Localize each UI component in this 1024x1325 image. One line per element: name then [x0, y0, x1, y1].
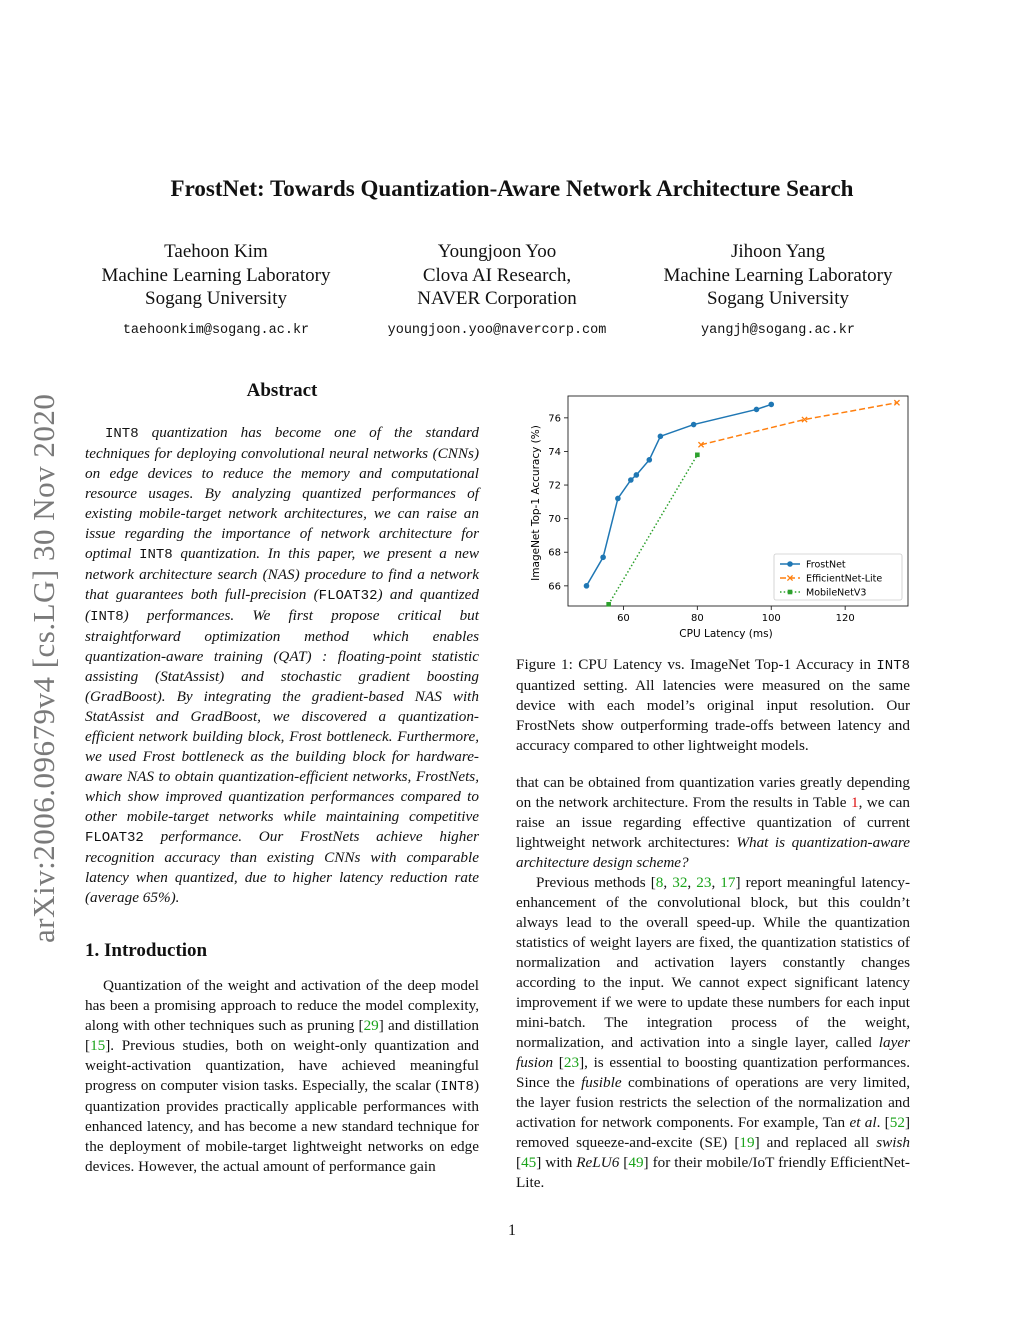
author-block-1	[66, 240, 366, 342]
paper-title: FrostNet: Towards Quantization-Aware Network Architecture Search	[170, 176, 854, 201]
body-text: combinations of operations are very limited, the layer fusion restricts the selection of the normalization and activation for network components. For example, Tan	[516, 1074, 910, 1131]
emphasized-term: swish	[876, 1134, 910, 1151]
author-name: Taehoon Kim	[164, 241, 268, 262]
author-affiliation: Clova AI Research,	[422, 264, 572, 286]
code-term: INT8	[440, 1079, 474, 1095]
arxiv-id-text: arXiv:2006.09679v4 [cs.LG] 30 Nov 2020	[26, 393, 61, 943]
right-column-body	[516, 773, 910, 1193]
author-affiliation: Machine Learning Laboratory	[101, 264, 331, 286]
body-text: ] and replaced all	[754, 1134, 877, 1151]
arxiv-identifier-stamp	[14, 345, 64, 945]
section-heading-introduction: 1. Introduction	[85, 940, 208, 961]
emphasized-question: What is quantization-aware architecture design scheme?	[516, 834, 910, 871]
series-efficientnet-lite	[698, 400, 899, 447]
plot-legend	[774, 554, 902, 600]
author-affiliation: Machine Learning Laboratory	[663, 264, 893, 286]
figure-1-caption	[516, 655, 910, 756]
series-line-mobilenetv3	[609, 455, 698, 605]
data-point-frostnet	[628, 477, 634, 483]
author-email[interactable]: youngjoon.yoo@navercorp.com	[387, 322, 607, 338]
citation-link[interactable]: 29	[363, 1017, 379, 1034]
data-point-frostnet	[584, 583, 590, 589]
emphasized-term: layer fusion	[516, 1034, 910, 1071]
author-affiliation: Sogang University	[145, 288, 287, 309]
author-name: Youngjoon Yoo	[437, 241, 557, 262]
abstract-text: ) performances. We first propose critical but straightforward optimization method which enables quantization-aware training (QAT) : floating-point statistic assisting (StatAssist) and stochastic gradient boosting (GradBoost). By integrating the gradient-based NAS with StatAssist and GradBoost, we discovered a quantization-efficient network building block, Frost bottleneck. Furthermore, we used Frost bottleneck as the building block for hardware-aware NAS to obtain quantization-efficient networks, FrostNets, which show improved quantization performances compared to other mobile-target networks while maintaining competitive	[85, 607, 479, 825]
data-point-frostnet	[600, 554, 606, 560]
series-line-frostnet	[586, 404, 771, 585]
caption-text: Figure 1: CPU Latency vs. ImageNet Top-1 Accuracy in	[516, 656, 877, 673]
body-text: [	[619, 1154, 629, 1171]
abstract-text: performance. Our FrostNets achieve higher recognition accuracy than existing CNNs with comparable latency when quantized, due to higher latency reduction rate (average 65%).	[85, 828, 479, 906]
data-point-frostnet	[691, 422, 697, 428]
data-point-frostnet	[634, 472, 640, 478]
legend-marker-frostnet	[787, 561, 793, 567]
x-tick-label: 60	[617, 613, 630, 624]
author-block-2	[347, 240, 647, 342]
code-term: INT8	[876, 658, 910, 674]
abstract-text: ) and quantized (	[85, 586, 479, 624]
abstract-heading: Abstract	[246, 380, 318, 401]
x-tick-label: 100	[761, 613, 781, 624]
abstract-text: quantization has become one of the standard techniques for deploying convolutional neural networks (CNNs) on edge devices to reduce the memory and computational resource usages. By analyzing quantized performances of existing mobile-target network architectures, we can raise an issue regarding the importance of network architecture for optimal	[85, 424, 479, 562]
body-text: ,	[687, 874, 697, 891]
author-affiliation: NAVER Corporation	[417, 288, 577, 309]
data-point-frostnet	[615, 496, 621, 502]
citation-link[interactable]: 17	[720, 874, 736, 891]
x-tick-label: 120	[835, 613, 855, 624]
data-point-frostnet	[768, 402, 774, 408]
body-text: Previous methods [	[536, 874, 656, 891]
body-text: ] and distillation [	[85, 1017, 479, 1054]
body-text: ] with	[536, 1154, 577, 1171]
legend-marker-mobilenetv3	[788, 590, 793, 595]
body-text: ] removed squeeze-and-excite (SE) [	[516, 1114, 910, 1151]
y-tick-label: 68	[548, 547, 561, 559]
citation-link[interactable]: 32	[672, 874, 688, 891]
series-line-efficientnet-lite	[701, 403, 897, 445]
code-term: INT8	[90, 609, 124, 625]
body-text: Quantization of the weight and activation of the deep model has been a promising approach to reduce the model complexity, along with other techniques such as pruning [	[85, 977, 479, 1034]
author-name: Jihoon Yang	[731, 241, 825, 262]
body-text: ], is essential to boosting quantization performances. Since the	[516, 1054, 911, 1091]
citation-link[interactable]: 45	[521, 1154, 537, 1171]
figure-1-chart	[516, 388, 916, 643]
body-text: ,	[663, 874, 673, 891]
body-text: ) quantization provides practically applicable performances with enhanced latency, and has become a new standard technique for the deployment of mobile-target lightweight networks on edge devices. However, the actual amount of performance gain	[85, 1077, 479, 1175]
series-mobilenetv3	[606, 453, 699, 607]
caption-text: quantized setting. All latencies were measured on the same device with each model’s original input resolution. Our FrostNets show outperforming trade-offs between latency and accuracy compared to other lightweight models.	[516, 677, 910, 754]
table-reference-link[interactable]: 1	[850, 794, 859, 811]
abstract-text: quantization. In this paper, we present a new network architecture search (NAS) procedure to find a network that guarantees both full-precision (	[85, 545, 479, 603]
y-axis-label: ImageNet Top-1 Accuracy (%)	[530, 425, 542, 581]
data-point-frostnet	[754, 407, 760, 413]
y-tick-label: 66	[548, 581, 561, 593]
series-frostnet	[584, 402, 774, 589]
body-text: ] report meaningful latency-enhancement of the convolutional block, but this couldn’t always lead to the overall speed-up. While the quantization statistics of weight layers are fixed, the quantization statistics of normalization and activation layers constantly changes according to the input. We cannot expect significant latency improvement if we were to update these numbers for each input mini-batch. The integration process of the weight, normalization, and activation into a single layer, called	[516, 874, 910, 1051]
emphasized-term: fusible	[581, 1074, 622, 1091]
author-email[interactable]: yangjh@sogang.ac.kr	[701, 322, 855, 338]
body-text: ,	[711, 874, 721, 891]
data-point-mobilenetv3	[606, 602, 611, 607]
author-email[interactable]: taehoonkim@sogang.ac.kr	[122, 322, 310, 338]
abstract-body	[85, 423, 479, 908]
emphasized-term: ReLU6	[576, 1154, 620, 1171]
legend-label-efficientnet-lite: EfficientNet-Lite	[806, 573, 883, 585]
data-point-frostnet	[658, 434, 664, 440]
body-text: ]. Previous studies, both on weight-only quantization and weight-activation quantization, have achieved meaningful progress on computer vision tasks. Especially, the scalar (	[85, 1037, 479, 1094]
x-tick-label: 80	[690, 613, 704, 624]
code-term: FLOAT32	[318, 588, 378, 604]
data-point-frostnet	[647, 457, 653, 463]
body-text: [	[553, 1054, 564, 1071]
body-text: ] for their mobile/IoT friendly EfficientNet-Lite.	[516, 1154, 910, 1191]
y-tick-label: 72	[548, 480, 561, 492]
body-text: . [	[876, 1114, 890, 1131]
emphasized-term: et al	[849, 1114, 877, 1131]
legend-label-mobilenetv3: MobileNetV3	[806, 587, 867, 599]
citation-link[interactable]: 8	[655, 874, 664, 891]
introduction-body	[85, 976, 479, 1177]
body-text: [	[516, 1154, 522, 1171]
data-point-mobilenetv3	[695, 453, 700, 458]
y-tick-label: 74	[548, 446, 561, 458]
author-block-3	[628, 240, 928, 342]
code-term: FLOAT32	[85, 830, 144, 846]
y-tick-label: 76	[548, 413, 561, 425]
citation-link[interactable]: 23	[696, 874, 712, 891]
x-axis-label: CPU Latency (ms)	[679, 628, 773, 640]
citation-link[interactable]: 49	[628, 1154, 644, 1171]
y-tick-label: 70	[548, 514, 561, 526]
body-text: that can be obtained from quantization varies greatly depending on the network architecture. From the results in Table	[516, 774, 910, 811]
citation-link[interactable]: 15	[90, 1037, 106, 1054]
page-number: 1	[508, 1222, 516, 1239]
legend-label-frostnet: FrostNet	[806, 559, 846, 571]
code-term: INT8	[139, 547, 173, 563]
author-affiliation: Sogang University	[707, 288, 849, 309]
citation-link[interactable]: 52	[889, 1114, 905, 1131]
code-term: INT8	[105, 426, 139, 442]
body-text: , we can raise an issue regarding effective quantization of current lightweight network architectures:	[516, 794, 910, 851]
citation-link[interactable]: 19	[739, 1134, 755, 1151]
citation-link[interactable]: 23	[563, 1054, 580, 1071]
